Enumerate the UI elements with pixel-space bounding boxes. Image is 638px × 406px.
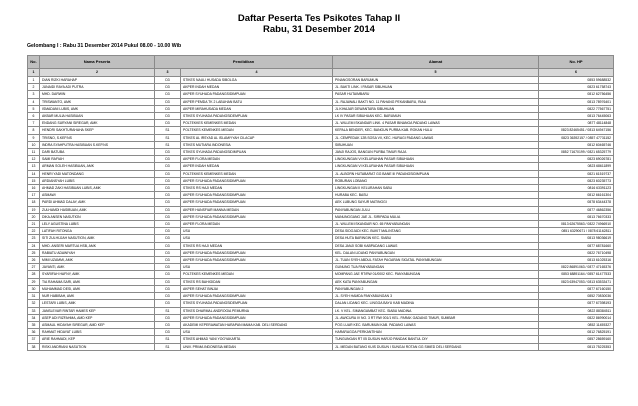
cell-name: ISMADANI LUBIS, AMK bbox=[40, 105, 155, 112]
cell-school: USU bbox=[181, 235, 333, 242]
cell-name: MUHAMMAD DESI, AMK bbox=[40, 285, 155, 292]
cell-no: 15 bbox=[28, 177, 40, 184]
cell-name: SYARIFAH HAFNY, AMK bbox=[40, 271, 155, 278]
cell-name: RISKI ANDRIANI NASUTION bbox=[40, 343, 155, 350]
cell-phone: 0813 78976401 bbox=[539, 98, 614, 105]
header-name: Nama Peserta bbox=[40, 56, 155, 69]
cell-phone: 0877 48114848 bbox=[539, 120, 614, 127]
cell-phone: 0857 28659160 bbox=[539, 336, 614, 343]
cell-school: POLTEKKES KEMENKES MEDAN bbox=[181, 170, 333, 177]
cell-no: 8 bbox=[28, 127, 40, 134]
cell-name: SITI ZULHIJJAH NASUTION, AMK bbox=[40, 235, 155, 242]
table-row bbox=[28, 264, 614, 271]
cell-address: MANUNGGANG JAE JL. SIRIPADA MULIA bbox=[333, 213, 539, 220]
cell-address: PANYABUNGAN 2 bbox=[333, 285, 539, 292]
cell-name: ENDANG SURYANI SIREGAR, AMK bbox=[40, 120, 155, 127]
table-row bbox=[28, 170, 614, 177]
cell-address: JL. TUAN SYEH ABDUL FATAH PAGARAN SIGATAL PANYABUNGAN bbox=[333, 257, 539, 264]
header-num-1: 1 bbox=[28, 69, 40, 77]
cell-phone: 0877 68781660 bbox=[539, 242, 614, 249]
cell-address: PASAR HUTAIMBARU bbox=[333, 91, 539, 98]
cell-name: ASMAWI bbox=[40, 192, 155, 199]
cell-address: JANJI RAJOS, BANGUN PURBA TIMUR RAJA bbox=[333, 149, 539, 156]
title-line-1: Daftar Peserta Tes Psikotes Tahap II bbox=[237, 13, 401, 24]
cell-school: POLTEKES KEMENKES MEDAN bbox=[181, 127, 333, 134]
cell-level: D3 bbox=[155, 213, 181, 220]
cell-level: D3 bbox=[155, 271, 181, 278]
cell-school: USU bbox=[181, 228, 333, 235]
header-num-6: 6 bbox=[539, 69, 614, 77]
cell-phone: 0823 69026781 bbox=[539, 156, 614, 163]
cell-school: STIKES RS BAHIGIDAN bbox=[181, 278, 333, 285]
cell-no: 12 bbox=[28, 156, 40, 163]
table-row bbox=[28, 228, 614, 235]
cell-phone: 0877 67398193 bbox=[539, 300, 614, 307]
cell-school: STIKES NAULI HUSADA SIBOLGA bbox=[181, 77, 333, 84]
cell-name: AKBAR MULIA HASIBUAN bbox=[40, 113, 155, 120]
cell-address: AEK KATA PANYABUNGAN bbox=[333, 278, 539, 285]
cell-no: 25 bbox=[28, 249, 40, 256]
cell-no: 9 bbox=[28, 134, 40, 141]
cell-no: 17 bbox=[28, 192, 40, 199]
cell-no: 18 bbox=[28, 199, 40, 206]
cell-name: AHMAD ZAKI HASIBUAN LUBIS, AMK bbox=[40, 185, 155, 192]
cell-phone: 0812 76825191 bbox=[539, 329, 614, 336]
cell-name: ASMAUL HIDAYAH SIREGAR, AMD KEP bbox=[40, 321, 155, 328]
title-line-2: Rabu, 31 Desember 2014 bbox=[263, 24, 375, 35]
cell-phone: 0823 36392157 / 0857 47731152 bbox=[539, 134, 614, 141]
cell-school: AKPER SYUHADA PADANGSIDIMPUAN bbox=[181, 249, 333, 256]
header-phone: No. HP bbox=[539, 56, 614, 69]
cell-school: POLTEKES KEMENKES MEDAN bbox=[181, 271, 333, 278]
cell-name: MHD. DARWIN bbox=[40, 91, 155, 98]
cell-address: AEK LUBUNG SAYUR MATINGGI bbox=[333, 199, 539, 206]
cell-phone: 0853 59688532 bbox=[539, 77, 614, 84]
cell-phone: 0822 77567751 bbox=[539, 105, 614, 112]
table-row bbox=[28, 177, 614, 184]
table-row bbox=[28, 113, 614, 120]
cell-phone: 0851 63290671 / 0878 61162811 bbox=[539, 228, 614, 235]
cell-level: D3 bbox=[155, 84, 181, 91]
cell-school: STIKES SYUHADA PADANGSIDEMPUAN bbox=[181, 300, 333, 307]
header-num-3: 3 bbox=[155, 69, 181, 77]
cell-no: 32 bbox=[28, 300, 40, 307]
cell-address: SIBUHUAN bbox=[333, 141, 539, 148]
cell-name: TIA RAHAMA SARI, AMK bbox=[40, 278, 155, 285]
cell-level: S1 bbox=[155, 134, 181, 141]
cell-no: 35 bbox=[28, 321, 40, 328]
table-row bbox=[28, 141, 614, 148]
document-title bbox=[0, 13, 638, 35]
cell-level: S1 bbox=[155, 141, 181, 148]
cell-no: 5 bbox=[28, 105, 40, 112]
table-row bbox=[28, 134, 614, 141]
header-education: Pendidikan bbox=[155, 56, 333, 69]
cell-level: D3 bbox=[155, 321, 181, 328]
cell-phone: 0853 68891164 / 0857 61477533 bbox=[539, 271, 614, 278]
cell-level: D3 bbox=[155, 242, 181, 249]
cell-level: D3 bbox=[155, 156, 181, 163]
cell-phone: 0852 70830036 bbox=[539, 293, 614, 300]
cell-no: 27 bbox=[28, 264, 40, 271]
cell-phone: 0878 63444378 bbox=[539, 199, 614, 206]
cell-school: STIKES SYUHADA PADANGSIDEMPUAN bbox=[181, 113, 333, 120]
cell-no: 4 bbox=[28, 98, 40, 105]
cell-level: D3 bbox=[155, 314, 181, 321]
cell-address: LK IV PASAR SIBUHUAN KEC. BARUMUN bbox=[333, 113, 539, 120]
cell-school: AKPER SEHAT BINJAI bbox=[181, 285, 333, 292]
header-address: Alamat bbox=[333, 56, 539, 69]
cell-no: 33 bbox=[28, 307, 40, 314]
cell-level: D3 bbox=[155, 170, 181, 177]
table-row bbox=[28, 206, 614, 213]
table-row bbox=[28, 213, 614, 220]
cell-no: 22 bbox=[28, 228, 40, 235]
cell-name: MHD. ANSERI MARTUA HSB, AMK bbox=[40, 242, 155, 249]
cell-school: STIKES AHMAD YANI YOGYAKARTA bbox=[181, 336, 333, 343]
cell-address: DESA SIDOJADI KEC. BUKIT MALINTANG bbox=[333, 228, 539, 235]
cell-address: POG LUAR KEC. BARUMUN KAB. PADANG LAWAS bbox=[333, 321, 539, 328]
header-num-5: 5 bbox=[333, 69, 539, 77]
cell-phone: 0822 88384511 bbox=[539, 307, 614, 314]
cell-school: POLTEKKES KEMENKES MEDAN bbox=[181, 120, 333, 127]
table-row bbox=[28, 149, 614, 156]
cell-name: JUNAIDI RAYA ADI PUTRA bbox=[40, 84, 155, 91]
cell-no: 1 bbox=[28, 77, 40, 84]
cell-school: USU bbox=[181, 329, 333, 336]
cell-address: LINGKUNGAN VI KELURAHAN PASAR SIBUHUAN bbox=[333, 156, 539, 163]
cell-level: D3 bbox=[155, 163, 181, 170]
cell-name: NUR HABIBAH, AMK bbox=[40, 293, 155, 300]
cell-level: D3 bbox=[155, 228, 181, 235]
cell-no: 7 bbox=[28, 120, 40, 127]
cell-phone: 0822 86891063 / 0877 47165376 bbox=[539, 264, 614, 271]
cell-phone: 0813 62675563 / 0822 74966910 bbox=[539, 221, 614, 228]
cell-phone: 0823 82465451 / 0813 64947156 bbox=[539, 127, 614, 134]
table-row bbox=[28, 242, 614, 249]
cell-school: USU bbox=[181, 264, 333, 271]
cell-address: JL. MEDAN BATANG KUIS DUSUN I SUNGAI ROTAN GG SIMED DELI SERDANG bbox=[333, 343, 539, 350]
table-row bbox=[28, 199, 614, 206]
cell-school: AKPER INDAH MEDAN bbox=[181, 163, 333, 170]
cell-address: JL. BAKTI LINK. I PASAR SIBUHUAN bbox=[333, 84, 539, 91]
cell-address: DALAN LIDANG KEC. LINGGA BAYU KAB MADINA bbox=[333, 300, 539, 307]
cell-level: D3 bbox=[155, 192, 181, 199]
cell-school: AKPER SYUHADA PADANGSIDIMPUAN bbox=[181, 293, 333, 300]
cell-name: DIKA ANSEN NASUTION bbox=[40, 213, 155, 220]
cell-name: SAMI RAFIAH bbox=[40, 156, 155, 163]
cell-address: KEPALA BENDER, KEC. BANGUN PURBA KAB. ROKAN HULU bbox=[333, 127, 539, 134]
cell-name: RABIATU ADAWIYAH bbox=[40, 249, 155, 256]
table-row bbox=[28, 343, 614, 350]
cell-address: PINANGSORAN BARUMUN bbox=[333, 77, 539, 84]
cell-level: D3 bbox=[155, 185, 181, 192]
cell-school: AKPER INDAH MEDAN bbox=[181, 84, 333, 91]
cell-level: D3 bbox=[155, 329, 181, 336]
table-row bbox=[28, 314, 614, 321]
cell-address: LINGKUNGAN II KELURAHAN SABU bbox=[333, 185, 539, 192]
cell-no: 37 bbox=[28, 336, 40, 343]
cell-school: STIKES MUTIARA INDONESIA bbox=[181, 141, 333, 148]
cell-no: 3 bbox=[28, 91, 40, 98]
cell-level: D3 bbox=[155, 77, 181, 84]
cell-level: D3 bbox=[155, 264, 181, 271]
cell-address: JL. CEMPEDAK 12B SOSA VII, KEC. HURAGI PADANG LAWAS bbox=[333, 134, 539, 141]
cell-level: D3 bbox=[155, 235, 181, 242]
header-no: No. bbox=[28, 56, 40, 69]
table-row bbox=[28, 105, 614, 112]
table-row bbox=[28, 257, 614, 264]
cell-name: ARIE RAHMADI, KEP bbox=[40, 336, 155, 343]
cell-level: D3 bbox=[155, 257, 181, 264]
cell-level: D3 bbox=[155, 98, 181, 105]
participant-table bbox=[27, 55, 614, 351]
table-row bbox=[28, 300, 614, 307]
cell-level: D3 bbox=[155, 293, 181, 300]
cell-address: DESA HUTA BARINGIN KEC. SIABU bbox=[333, 235, 539, 242]
cell-phone: 0813 76670333 bbox=[539, 213, 614, 220]
cell-address: HARARAGOA PERKANTIHAN bbox=[333, 329, 539, 336]
cell-name: PARDI AHMAD DALAY, AMK bbox=[40, 199, 155, 206]
cell-name: ZULHAMDI HASIBUAN, AMK bbox=[40, 206, 155, 213]
table-row bbox=[28, 98, 614, 105]
header-num-4: 4 bbox=[181, 69, 333, 77]
cell-school: AKPER SYUHADA PADANGSIDIMPUAN bbox=[181, 177, 333, 184]
cell-no: 31 bbox=[28, 293, 40, 300]
cell-phone: 0823 68611899 bbox=[539, 163, 614, 170]
table-row bbox=[28, 271, 614, 278]
cell-level: D3 bbox=[155, 221, 181, 228]
cell-no: 10 bbox=[28, 141, 40, 148]
cell-name: LATIFAH RITONGA bbox=[40, 228, 155, 235]
cell-school: AKPER PEMDA TK 2 LABUHAN BATU bbox=[181, 98, 333, 105]
cell-school: STIKES AL IRSYAD AL ISLAMIYYAH CILACAP bbox=[181, 134, 333, 141]
cell-school: AKPER MIRAHUSADA MEDAN bbox=[181, 105, 333, 112]
cell-name: LESTARI LUBIS, AMK bbox=[40, 300, 155, 307]
cell-address: JL KIHAJAR DEWANTARA SIBUHUAN bbox=[333, 105, 539, 112]
cell-no: 11 bbox=[28, 149, 40, 156]
cell-phone: 0816 63391123 bbox=[539, 185, 614, 192]
cell-name: HENDRI SAKHTURAHAHA SKEP bbox=[40, 127, 155, 134]
table-row bbox=[28, 321, 614, 328]
cell-level: D3 bbox=[155, 300, 181, 307]
cell-school: UNIV. PRIMA INDONESIA MEDAN bbox=[181, 343, 333, 350]
cell-address: JL. RAJAWALI BAKTI NO. 11 PAHANG PEKANBARU, RIAU bbox=[333, 98, 539, 105]
cell-address: KEL. DALAN LIDANG PANYABUNGAN bbox=[333, 249, 539, 256]
cell-school: AKPER HANSFIAR MANNA MEDAN bbox=[181, 206, 333, 213]
cell-no: 26 bbox=[28, 257, 40, 264]
cell-address: MOMPANG JAE RT/RW 01/0002 KEC. PANYABUNGAN bbox=[333, 271, 539, 278]
cell-address: LINGKUNGAN VI KELURAHAN PASAR SIBUHUAN bbox=[333, 163, 539, 170]
cell-school: AKPER SYUHADA PADANGSIDIMPUAN bbox=[181, 91, 333, 98]
table-row bbox=[28, 307, 614, 314]
cell-name: ASEP ADI RIZFAHMA, AMD KEP bbox=[40, 314, 155, 321]
cell-no: 36 bbox=[28, 329, 40, 336]
cell-phone: 0813 61025316 bbox=[539, 257, 614, 264]
cell-address: TUNGUNGAN RT 05 DUSUN HARJO PANDAK BANTUL DIY bbox=[333, 336, 539, 343]
cell-level: D3 bbox=[155, 285, 181, 292]
table-row bbox=[28, 84, 614, 91]
cell-no: 21 bbox=[28, 221, 40, 228]
cell-address: JL. WILLEM ISKANDAR LINK. 4 PASAR BINANGA PADANG LAWAS bbox=[333, 120, 539, 127]
cell-phone: 0852 71670199 / 0821 65325779 bbox=[539, 149, 614, 156]
table-row bbox=[28, 221, 614, 228]
table-row bbox=[28, 127, 614, 134]
cell-school: STIKES DHARMAL ANDROGIA PEMURNA bbox=[181, 307, 333, 314]
cell-level: S1 bbox=[155, 307, 181, 314]
cell-name: RAHMAT HIDAYAT LUBIS bbox=[40, 329, 155, 336]
cell-level: D3 bbox=[155, 105, 181, 112]
table-body bbox=[28, 77, 614, 351]
cell-name: INDRA SYAHPUTRA HASIBUAN S.KEP.NS bbox=[40, 141, 155, 148]
table-row bbox=[28, 185, 614, 192]
table-number-row bbox=[28, 69, 614, 77]
cell-level: D3 bbox=[155, 278, 181, 285]
cell-school: AKPER FLORA MEDAN bbox=[181, 156, 333, 163]
cell-name: JANSLEVAR RINTAR HAMES KEP bbox=[40, 307, 155, 314]
cell-phone: 0813 75225353 bbox=[539, 343, 614, 350]
cell-no: 24 bbox=[28, 242, 40, 249]
cell-no: 13 bbox=[28, 163, 40, 170]
cell-phone: 0812 62756456 bbox=[539, 91, 614, 98]
cell-name: JAYANTI, AMK bbox=[40, 264, 155, 271]
table-row bbox=[28, 249, 614, 256]
cell-address: ROBURAN LOBANG bbox=[333, 177, 539, 184]
cell-name: ARDIANSYAH LUBIS bbox=[40, 177, 155, 184]
cell-phone: 0821 61519737 bbox=[539, 170, 614, 177]
group-label: Gelombang I : Rabu 31 Desember 2014 Pukul 08.00 - 10.00 Wib bbox=[27, 43, 182, 49]
cell-phone: 0823 61758743 bbox=[539, 84, 614, 91]
cell-school: AKPER SYUHADA PADANGSIDIMPUAN bbox=[181, 314, 333, 321]
cell-name: DARI BATUBA bbox=[40, 149, 155, 156]
cell-no: 30 bbox=[28, 285, 40, 292]
cell-name: TRISWANTO, AMK bbox=[40, 98, 155, 105]
table-row bbox=[28, 336, 614, 343]
cell-school: AKADEMI KEPERAWATAN HARAPAN MAMA KAB. DELI SERDANG bbox=[181, 321, 333, 328]
cell-no: 19 bbox=[28, 206, 40, 213]
cell-name: ARMAN SOLEH HASIBUAN, AMK bbox=[40, 163, 155, 170]
cell-school: STIKES RS HAJI MEDAN bbox=[181, 185, 333, 192]
cell-phone: 0822 86990014 bbox=[539, 314, 614, 321]
cell-level: D3 bbox=[155, 149, 181, 156]
table-row bbox=[28, 293, 614, 300]
header-num-2: 2 bbox=[40, 69, 155, 77]
cell-school: AKPER SYUHADA PADANGSIDIMPUAN bbox=[181, 213, 333, 220]
cell-phone: 0877 67160150 bbox=[539, 285, 614, 292]
cell-level: D3 bbox=[155, 113, 181, 120]
cell-level: D3 bbox=[155, 120, 181, 127]
cell-school: AKPER FLORA MEDAN bbox=[181, 221, 333, 228]
table-row bbox=[28, 278, 614, 285]
cell-address: JL. SYEH HAMDA PANYABUNGAN 3 bbox=[333, 293, 539, 300]
cell-no: 23 bbox=[28, 235, 40, 242]
cell-name: HENRI YADI MATONDANG bbox=[40, 170, 155, 177]
cell-address: LK. V KEL. SIMANGAMBAT KEC. SIABU MADINA bbox=[333, 307, 539, 314]
cell-level: S1 bbox=[155, 127, 181, 134]
cell-level: D3 bbox=[155, 199, 181, 206]
cell-school: AKPER SYUHADA PADANGSIDIMPUAN bbox=[181, 192, 333, 199]
cell-level: D3 bbox=[155, 249, 181, 256]
cell-address: PANYABUNGAN JULU bbox=[333, 206, 539, 213]
cell-no: 34 bbox=[28, 314, 40, 321]
cell-name: TRISNO, S.KEP.NS bbox=[40, 134, 155, 141]
table-row bbox=[28, 120, 614, 127]
cell-school: AKPER SYUHADA PADANGSIDIMPUAN bbox=[181, 257, 333, 264]
cell-no: 6 bbox=[28, 113, 40, 120]
cell-no: 14 bbox=[28, 170, 40, 177]
cell-level: S1 bbox=[155, 343, 181, 350]
cell-phone: 0823 63947053 / 0813 63533471 bbox=[539, 278, 614, 285]
cell-no: 2 bbox=[28, 84, 40, 91]
table-row bbox=[28, 329, 614, 336]
cell-phone: 0812 66161304 bbox=[539, 192, 614, 199]
cell-phone: 0813 98036619 bbox=[539, 235, 614, 242]
cell-no: 29 bbox=[28, 278, 40, 285]
cell-address: DESA JANJI SOBI KABPADANG LAWAS bbox=[333, 242, 539, 249]
cell-no: 16 bbox=[28, 185, 40, 192]
cell-phone: 0812 60465746 bbox=[539, 141, 614, 148]
cell-no: 38 bbox=[28, 343, 40, 350]
cell-level: S1 bbox=[155, 336, 181, 343]
cell-address: JL. AWICURA IV NO. 3 RT RW 001/1 KEL. PARAK GADANG TIMUR, SUMBAR bbox=[333, 314, 539, 321]
cell-school: AKPER SYUHADA PADANGSIDIMPUAN bbox=[181, 199, 333, 206]
table-header-row bbox=[28, 56, 614, 69]
cell-address: HURABA KEC. BASU bbox=[333, 192, 539, 199]
cell-level: D3 bbox=[155, 206, 181, 213]
cell-name: MIMI UZAMMI, AMK bbox=[40, 257, 155, 264]
table-row bbox=[28, 91, 614, 98]
cell-name: DIAN RIZKI HARAHAP bbox=[40, 77, 155, 84]
cell-phone: 0822 76710498 bbox=[539, 249, 614, 256]
table-row bbox=[28, 156, 614, 163]
cell-level: D3 bbox=[155, 177, 181, 184]
cell-phone: 0877 46862356 bbox=[539, 206, 614, 213]
cell-address: GUNUNG TUA PANYABUNGAN bbox=[333, 264, 539, 271]
cell-school: STIKES RS HAJI MEDAN bbox=[181, 242, 333, 249]
table-row bbox=[28, 285, 614, 292]
cell-level: D3 bbox=[155, 91, 181, 98]
table-row bbox=[28, 235, 614, 242]
cell-phone: 0813 76445063 bbox=[539, 113, 614, 120]
cell-address: JL. WILLEM ISKANDAR NO. 65 PANYABUNGAN bbox=[333, 221, 539, 228]
cell-phone: 0823 60235773 bbox=[539, 177, 614, 184]
cell-no: 28 bbox=[28, 271, 40, 278]
table-row bbox=[28, 77, 614, 84]
table-row bbox=[28, 163, 614, 170]
cell-name: LELY AGUSTINA LUBIS bbox=[40, 221, 155, 228]
cell-address: JL. ALBORN HUTABARAT GG BANE III PADANGSIDIMPUAN bbox=[333, 170, 539, 177]
cell-no: 20 bbox=[28, 213, 40, 220]
cell-school: STIKES SYUHADA PADANGSIDIMPUAN bbox=[181, 149, 333, 156]
table-row bbox=[28, 192, 614, 199]
cell-phone: 0852 11455327 bbox=[539, 321, 614, 328]
